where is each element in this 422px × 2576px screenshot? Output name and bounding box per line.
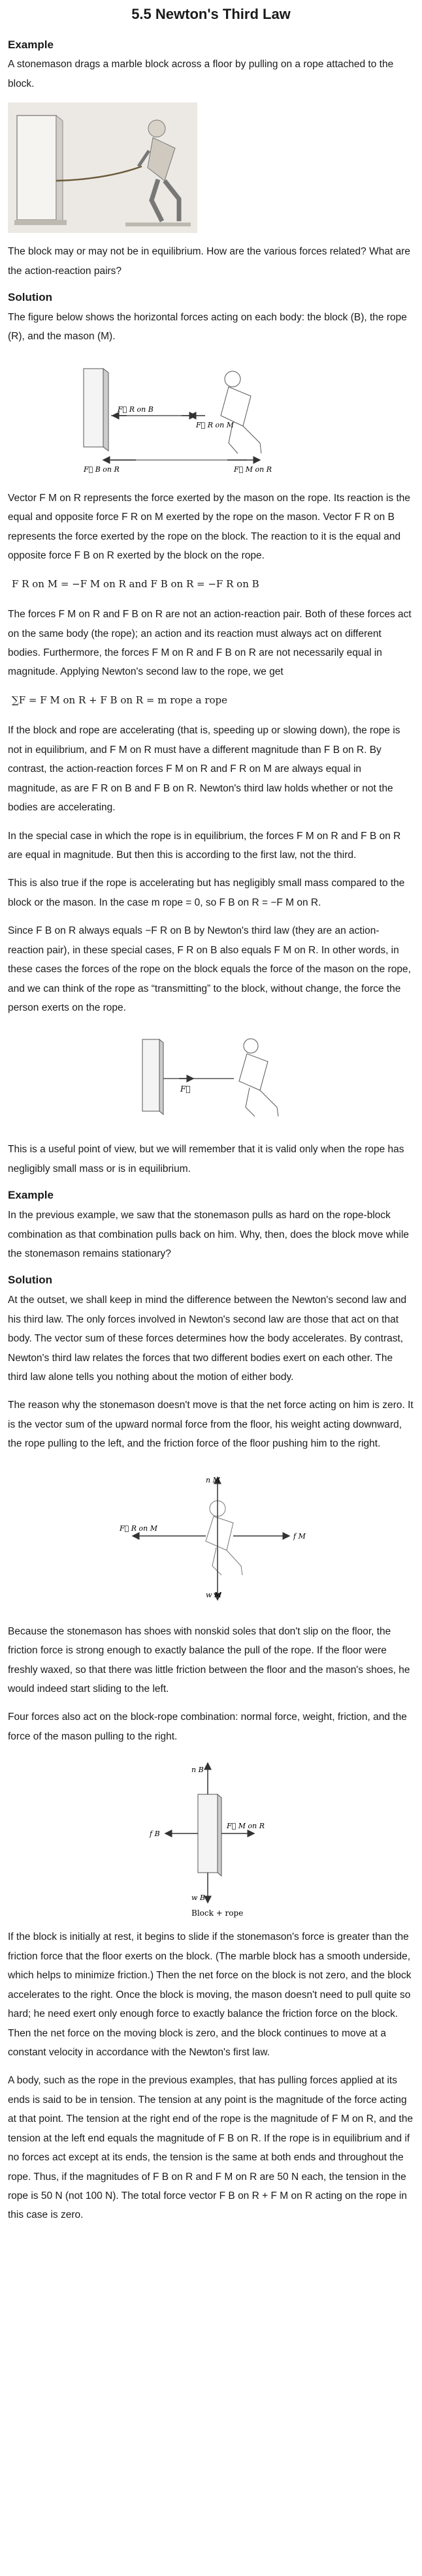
n-m-label: n M	[206, 1475, 220, 1484]
solution-2-paragraph-4: Four forces also act on the block-rope combination: normal force, weight, friction, and the force of the mason pulling to the right.	[8, 1711, 407, 1742]
solution-paragraph-4: In the special case in which the rope is in equilibrium, the forces F M on R and F B on R are equal in magnitude. But then this is according to the first law, not the third.	[8, 830, 401, 861]
solution-2-heading: Solution	[8, 1274, 52, 1287]
solution-2-paragraph-2: The reason why the stonemason doesn't move is that the net force acting on him is zero. It is the vector sum of the upward normal force from the floor, his weight acting downward, the rope pulling to the left, and the friction force of the floor pushing him to the right.	[8, 1400, 414, 1450]
horizontal-forces-diagram	[57, 356, 365, 480]
solution-paragraph-3: If the block and rope are accelerating (that is, speeding up or slowing down), the rope is not in equilibrium, and F M on R must have a different magnitude than F B on R. By contrast, the action-reaction forces F M on R and F R on M are always equal in magnitude, as are F R on B and F B on R. Newton's third law holds whether or not the bodies are accelerating.	[8, 725, 400, 814]
solution-paragraph-1: Vector F M on R represents the force exerted by the mason on the rope. Its reaction is the equal and opposite force F R on M exerted by the rope on the mason. Vector F R on B represents the force exerted by the rope on the block. The reaction to it is the equal and opposite force F B on R exerted by the block on the rope.	[8, 492, 411, 562]
f-m-on-r-label: F⃗ M on R	[234, 465, 272, 474]
f-b-on-r-label: F⃗ B on R	[84, 465, 120, 474]
page-title: 5.5 Newton's Third Law	[131, 6, 291, 22]
solution-intro: The figure below shows the horizontal forces acting on each body: the block (B), the rope (R), and the mason (M).	[8, 311, 407, 343]
mason-free-body-diagram	[93, 1463, 329, 1613]
solution-paragraph-2: The forces F M on R and F B on R are not an action-reaction pair. Both of these forces act on the same body (the rope); an action and its reaction must always act on different bodies. Furthermore, the forces F M on R and F B on R are not necessarily equal in magnitude. Applying Newton's second law to the rope, we get	[8, 609, 412, 678]
f-r-on-b-label: F⃗ R on B	[118, 405, 154, 414]
solution-2-paragraph-3: Because the stonemason has shoes with nonskid soles that don't slip on the floor, the friction force is strong enough to exactly balance the pull of the rope. If the floor were freshly waxed, so that there was little friction between the floor and the mason's shoes, he would indeed start sliding to the left.	[8, 1625, 410, 1695]
equation-second-law-rope: ∑F = F M on R + F B on R = m rope a rope	[12, 694, 228, 706]
example-question: The block may or may not be in equilibrium. How are the various forces related? What are the action-reaction pairs?	[8, 246, 410, 277]
solution-paragraph-6: Since F B on R always equals −F R on B by Newton's third law (they are an action-reaction pair), in these special cases, F R on B also equals F M on R. In other words, in these cases the forces of the rope on the block equals the force of the mason on the rope, and we can think of the rope as “transmitting” to the block, without change, the force the person exerts on the rope.	[8, 925, 411, 1013]
w-m-label: w M	[206, 1590, 222, 1599]
w-b-label: w B	[191, 1894, 205, 1903]
n-b-label: n B	[191, 1766, 204, 1775]
f-r-on-m-label-2: F⃗ R on M	[120, 1524, 157, 1533]
block-rope-caption: Block + rope	[191, 1909, 244, 1918]
example-heading: Example	[8, 38, 54, 51]
f-label: F⃗	[180, 1084, 191, 1094]
f-r-on-m-label: F⃗ R on M	[196, 420, 234, 429]
solution-2-paragraph-5: If the block is initially at rest, it begins to slide if the stonemason's force is greater than the friction force that the floor exerts on the block. (The marble block has a smooth underside, which helps to minimize friction.) Then the net force on the block is not zero, and the block accelerates to the right. Once the block is moving, the mason doesn't need to pull quite so hard; he need exert only enough force to exactly balance the friction force on the block. Then the net force on the moving block is zero, and the block continues to move at a constant velocity in accordance with the Newton's first law.	[8, 1931, 412, 2058]
f-b-label: f B	[150, 1830, 160, 1839]
block-rope-free-body-diagram	[93, 1755, 329, 1918]
equation-action-reaction: F R on M = −F M on R and F B on R = −F R on B	[12, 577, 259, 590]
f-m-on-r-label-2: F⃗ M on R	[227, 1822, 265, 1831]
stonemason-dragging-block-figure	[8, 102, 197, 233]
solution-paragraph-7: This is a useful point of view, but we will remember that it is valid only when the rope has negligibly small mass or is in equilibrium.	[8, 1144, 404, 1174]
rope-transmitting-force-figure	[116, 1026, 306, 1131]
solution-2-paragraph-6: A body, such as the rope in the previous examples, that has pulling forces applied at its ends is said to be in tension. The tension at any point is the magnitude of the force acting at that point. The tension at the right end of the rope is the magnitude of F M on R, and the tension at the left end equals the magnitude of F B on R. If the rope is in equilibrium and if no forces act except at its ends, the tension is the same at both ends and throughout the rope. Thus, if the magnitudes of F B on R and F M on R are 50 N each, the tension in the rope is 50 N (not 100 N). The total force vector F B on R + F M on R acting on the rope in this case is zero.	[8, 2075, 414, 2221]
solution-2-paragraph-1: At the outset, we shall keep in mind the difference between the Newton's second law and his third law. The only forces involved in Newton's second law are those that act on that body. The vector sum of these forces determines how the body accelerates. By contrast, Newton's third law relates the forces that two different bodies exert on each other. The third law alone tells you nothing about the motion of either body.	[8, 1295, 407, 1383]
solution-paragraph-5: This is also true if the rope is accelerating but has negligibly small mass compared to the block or the mason. In the case m rope = 0, so F B on R = −F M on R.	[8, 878, 405, 908]
f-m-label: f M	[293, 1531, 306, 1541]
example-2-heading: Example	[8, 1189, 54, 1202]
example-problem: A stonemason drags a marble block across a floor by pulling on a rope attached to the block.	[8, 59, 394, 89]
example-2-question: In the previous example, we saw that the stonemason pulls as hard on the rope-block combination as that combination pulls back on him. Why, then, does the block move while the stonemason remains stationary?	[8, 1210, 410, 1259]
solution-heading: Solution	[8, 291, 52, 304]
